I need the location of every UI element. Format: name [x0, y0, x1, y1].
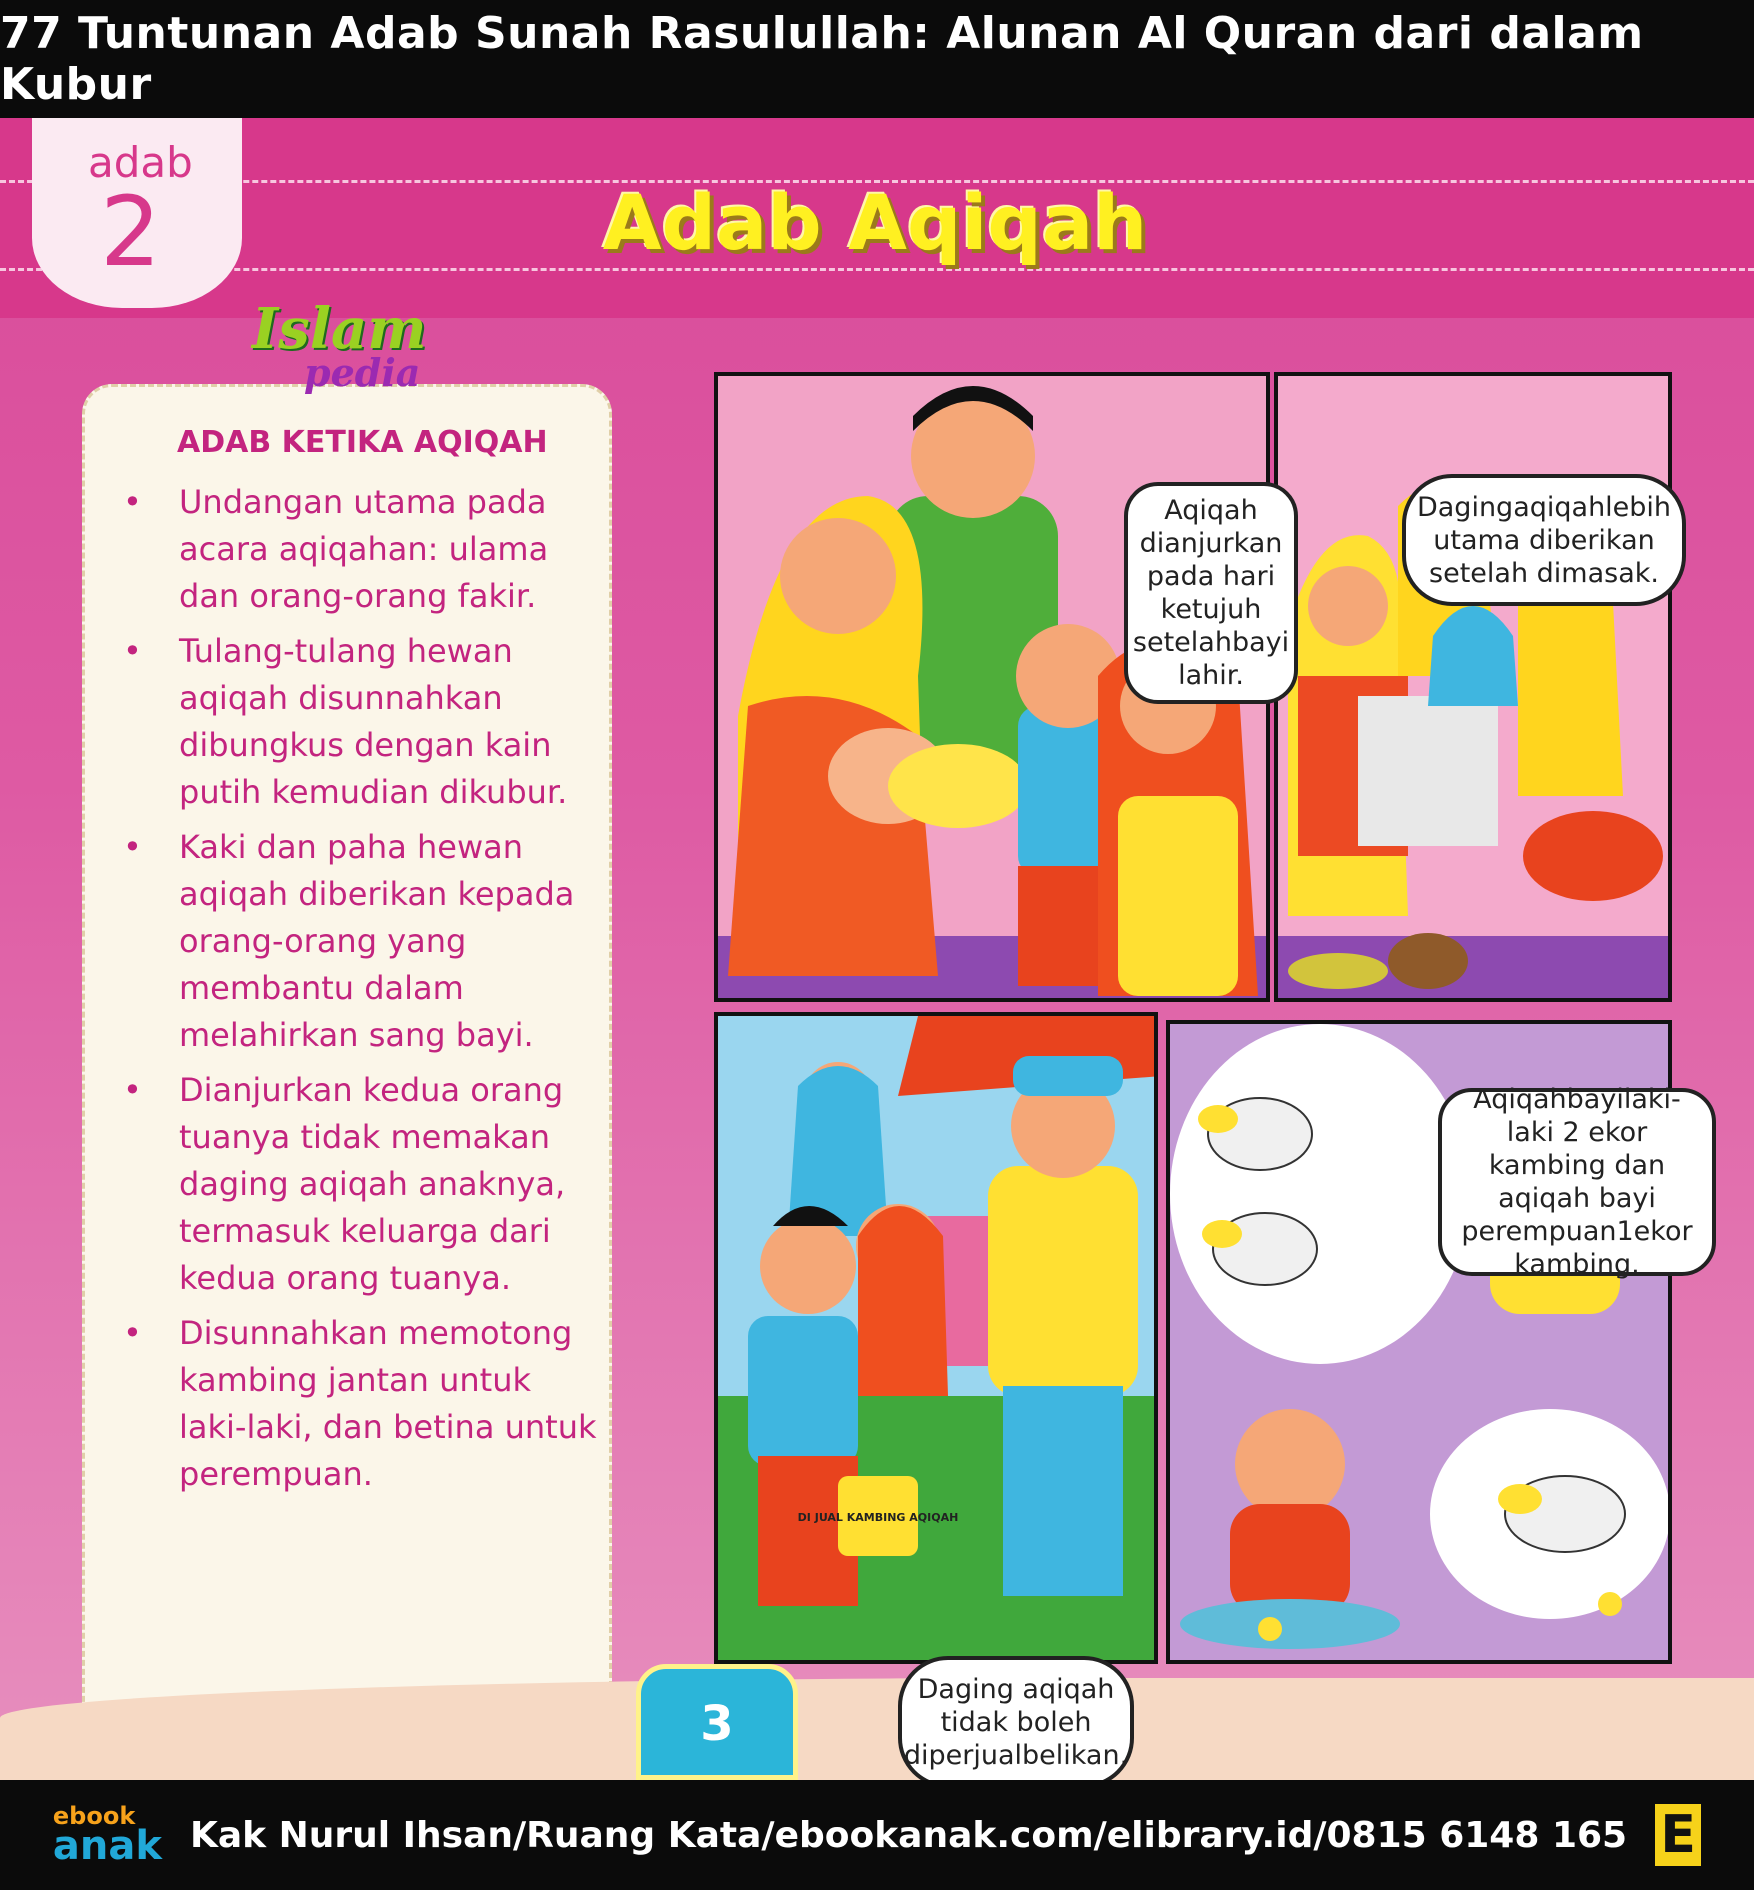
bucket-sign: DI JUAL KAMBING AQIQAH [797, 1511, 959, 1524]
elibrary-logo: E [1655, 1804, 1701, 1866]
bullet-icon: • [123, 483, 142, 521]
page-title: Adab Aqiqah [602, 178, 1148, 267]
speech-bubble-cooked-meat: Dagingaqiqahlebih utama diberikan setelah dimasak. [1402, 474, 1686, 606]
speech-bubble-no-selling: Daging aqiqah tidak boleh diperjualbelikan. [898, 1656, 1134, 1780]
islampedia-logo [218, 296, 478, 406]
credit-text: Kak Nurul Ihsan/Ruang Kata/ebookanak.com/elibrary.id/0815 6148 165 [189, 1814, 1628, 1856]
market-illustration [718, 1016, 1158, 1664]
list-item-text: Undangan utama pada acara aqiqahan: ulama dan orang-orang fakir. [179, 483, 549, 615]
adab-label: adab [88, 138, 193, 187]
speech-bubble-aqiqah-seventh-day: Aqiqah dianjurkan pada hari ketujuh setelahbayi lahir. [1124, 482, 1298, 704]
speech-bubble-goat-count: Aqiqahbayilaki-laki 2 ekor kambing dan aqiqah bayi perempuan1ekor kambing. [1438, 1088, 1716, 1276]
info-list [101, 479, 601, 1506]
ebookanak-logo-line1: ebook [52, 1802, 136, 1831]
list-item [101, 479, 601, 620]
ground-decoration [0, 1678, 1754, 1780]
list-item [101, 1310, 601, 1498]
list-item-text: Dianjurkan kedua orang tuanya tidak memakan daging aqiqah anaknya, termasuk keluarga dari kedua orang tuanya. [179, 1071, 566, 1297]
list-item-text: Disunnahkan memotong kambing jantan untuk laki-laki, dan betina untuk perempuan. [179, 1314, 597, 1493]
list-item [101, 1067, 601, 1302]
stitch-line-bottom [0, 268, 1754, 271]
bullet-icon: • [123, 1314, 142, 1352]
info-box [82, 384, 612, 1780]
list-item [101, 628, 601, 816]
list-item-text: Tulang-tulang hewan aqiqah disunnahkan dibungkus dengan kain putih kemudian dikubur. [179, 632, 568, 811]
bullet-icon: • [123, 632, 142, 670]
islampedia-logo-word1: Islam [252, 296, 427, 362]
list-item-text: Kaki dan paha hewan aqiqah diberikan kepada orang-orang yang membantu dalam melahirkan sang bayi. [179, 828, 575, 1054]
page-number: 3 [636, 1664, 798, 1780]
comic-panel-market [714, 1012, 1158, 1664]
credit-bar [0, 1780, 1754, 1890]
list-item [101, 824, 601, 1059]
islampedia-logo-word2: pedia [304, 350, 421, 395]
adab-number: 2 [100, 176, 162, 288]
bullet-icon: • [123, 1071, 142, 1109]
bullet-icon: • [123, 828, 142, 866]
comic-panel-cooking [1274, 372, 1672, 1002]
ebookanak-logo [52, 1802, 162, 1869]
ebookanak-logo-line2: anak [52, 1822, 162, 1869]
cooking-illustration [1278, 376, 1672, 1002]
info-heading: ADAB KETIKA AQIQAH [177, 425, 548, 460]
book-page [0, 118, 1754, 1780]
series-title-bar [0, 0, 1754, 118]
series-title: 77 Tuntunan Adab Sunah Rasulullah: Alunan Al Quran dari dalam Kubur [0, 8, 1644, 110]
